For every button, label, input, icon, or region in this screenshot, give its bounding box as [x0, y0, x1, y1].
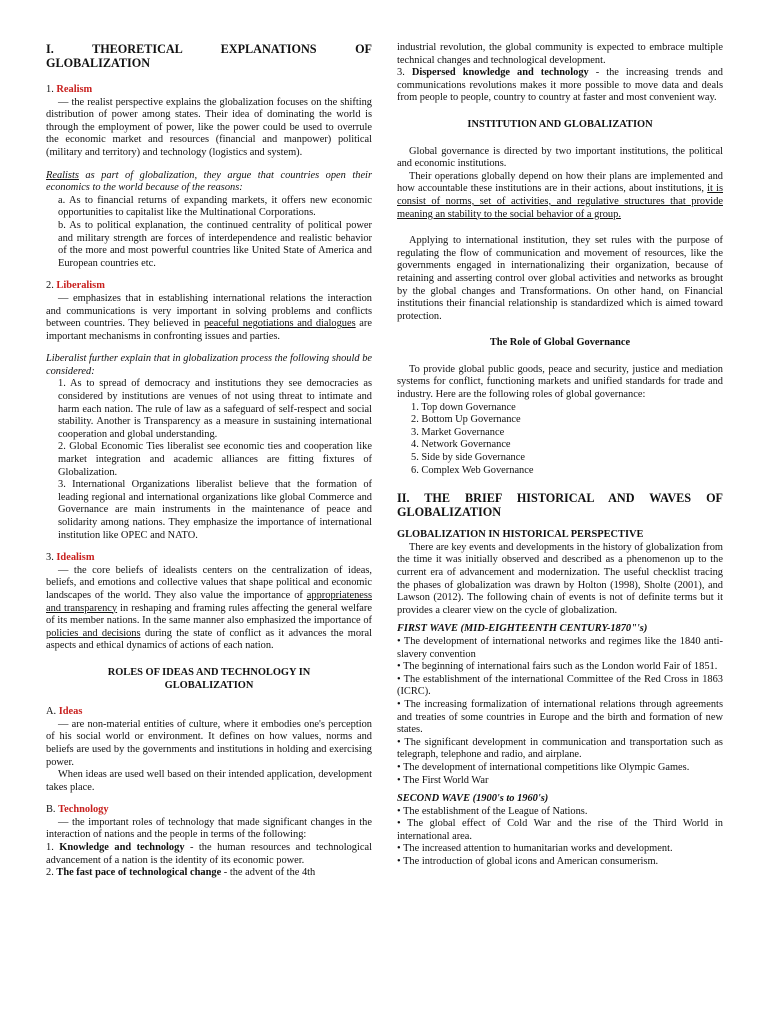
- liberalism-further: Liberalist further explain that in globalization process the following should be considered:: [46, 353, 372, 377]
- historical-perspective-heading: GLOBALIZATION IN HISTORICAL PERSPECTIVE: [397, 529, 644, 541]
- idealism-underlined-2: policies and decisions: [46, 627, 141, 639]
- technology-point-1-number: 1.: [46, 842, 60, 854]
- technology-point-2-number: 2.: [46, 867, 57, 879]
- right-column: [397, 42, 723, 869]
- role-of-governance-heading: The Role of Global Governance: [489, 337, 631, 349]
- idealism-title: [46, 552, 372, 565]
- left-column: [46, 42, 372, 880]
- liberalism-text-a: — emphasizes that in establishing international relations the interaction and communications is very important in solving problems and conflicts between countries. They believed in: [46, 292, 372, 330]
- idealism-number: 3.: [46, 552, 57, 564]
- roles-heading: [46, 667, 372, 692]
- list-item: 6. Complex Web Governance: [411, 464, 534, 476]
- list-item: • The beginning of international fairs such as the London world Fair of 1851.: [397, 661, 723, 674]
- ideas-letter: A.: [46, 706, 59, 718]
- ideas-text-2: When ideas are used well based on their intended application, development takes place.: [46, 769, 372, 793]
- idealism-text-1: — the core beliefs of idealists centers on the centralization of ideas, beliefs, and emotions and collective values that shape political and economic landscapes of the world. They also value the importance of: [46, 564, 372, 601]
- technology-point-2: [46, 867, 372, 880]
- realism-intro-underlined: Realists: [46, 169, 79, 181]
- list-item: • The development of international networks and regimes like the 1840 anti-slavery convention: [397, 636, 723, 661]
- technology-point-1: [46, 842, 372, 867]
- list-item: 4. Network Governance: [411, 439, 511, 451]
- section-2-heading-line2: GLOBALIZATION: [397, 505, 502, 520]
- liberalism-point-2: 2. Global Economic Ties liberalist see economic ties and cooperation like market integration and academic alliances are fitting fixtures of Globalization.: [58, 441, 372, 478]
- idealism-text-2: in reshaping and framing rules affecting the general welfare of its member nations. In the same manner also emphasized the importance of: [46, 602, 372, 627]
- list-item: 2. Bottom Up Governance: [411, 414, 521, 426]
- liberalism-title: [46, 280, 372, 293]
- idealism-underlined-1: appropriateness and transparency: [46, 589, 372, 614]
- ideas-title: [46, 706, 372, 719]
- ideas-label: Ideas: [58, 706, 83, 718]
- role-of-governance-text: To provide global public goods, peace and security, justice and mediation systems for conflict, functioning markets and unified standards for trade and industry. Here are the following roles of global governance:: [397, 363, 723, 401]
- technology-point-1-text: - the human resources and technological advancement of a nation is the identity of its economic power.: [46, 842, 372, 866]
- realism-intro: [46, 170, 372, 195]
- liberalism-number: 2.: [46, 280, 57, 292]
- realism-point-b: b. As to political explanation, the continued centrality of political power and military strength are forces of interdependence and realistic behavior of the more and most powerful countries like United State of America and European countries etc.: [58, 219, 372, 269]
- technology-title: [46, 804, 372, 817]
- list-item: • The development of international competitions like Olympic Games.: [397, 762, 723, 775]
- liberalism-label: Liberalism: [56, 280, 105, 292]
- idealism-text: [46, 565, 372, 653]
- liberalism-text-b: are important mechanisms in confronting issues and parties.: [46, 318, 372, 342]
- technology-point-3: [397, 67, 723, 105]
- list-item: • The significant development in communication and transportation such as telegraph, telephone and radio, and airplane.: [397, 737, 723, 762]
- list-item: • The First World War: [397, 775, 723, 788]
- realism-point-a: a. As to financial returns of expanding markets, it offers new economic opportunities to capitalist like the Multinational Corporations.: [58, 194, 372, 219]
- institution-paragraph-2-text: Their operations globally depend on how their plans are implemented and how accountable these institutions are in their actions, about institutions,: [397, 170, 723, 195]
- list-item: 3. Market Governance: [411, 426, 505, 438]
- list-item: • The global effect of Cold War and the rise of the Third World in international area.: [397, 818, 723, 843]
- liberalism-point-1: 1. As to spread of democracy and institutions they see democracies as considered by institutions are venues of not using threat to intimate and harm each nation. The rule of law as a safeguard of self-respect and social stability. Another is Transparency as a measure in sustaining international cooperation and global understanding.: [58, 378, 372, 440]
- list-item: • The establishment of the League of Nations.: [397, 806, 723, 819]
- realism-number: 1.: [46, 84, 57, 95]
- ideas-text: — are non-material entities of culture, where it embodies one's perception of his social world or environment. It defines on how values, norms and beliefs are used by the governments and institutions in holding and exercising power.: [46, 718, 372, 768]
- technology-continued: industrial revolution, the global community is expected to embrace multiple technical changes and technological development.: [397, 42, 723, 66]
- liberalism-text-underlined: peaceful negotiations and dialogues: [203, 318, 356, 330]
- first-wave-heading: FIRST WAVE (MID-EIGHTEENTH CENTURY-1870"'s): [397, 623, 648, 635]
- section-2-heading-line1: II. THE BRIEF HISTORICAL AND WAVES OF: [397, 491, 723, 506]
- technology-point-1-bold: Knowledge and technology: [59, 842, 185, 854]
- historical-perspective-text: There are key events and developments in the history of globalization from the time it was initially observed and described as a phenomenon up to the current era of advancement and modernization. The useful checklist tracing the phases of globalization was drawn by Holton (1998), Sholte (2001), and Lawson (2012). The following chain of events is not of definite terms but it provides a clearer view on the cycle of globalization.: [397, 541, 723, 616]
- list-item: • The increased attention to humanitarian works and development.: [397, 843, 723, 856]
- idealism-text-3: during the state of conflict as it advances the moral aspects and ethical dynamics of actions of each nation.: [46, 627, 372, 652]
- institution-paragraph-3: Applying to international institution, they set rules with the purpose of regulating the flow of communication and movement of resources, like the governments engaged in internationalizing their organization, because of retaining and asserting control over global activities and networks as brought by the global changes and Transformations. On other hand, on Financial institutions their financial relationship is standardized which is aimed toward protection.: [397, 235, 723, 322]
- idealism-label: Idealism: [56, 552, 95, 564]
- list-item: • The establishment of the international Committee of the Red Cross in 1863 (ICRC).: [397, 674, 723, 699]
- section-1-heading-line1: I. THEORETICAL EXPLANATIONS OF: [46, 42, 372, 56]
- technology-letter: B.: [46, 804, 59, 816]
- governance-roles-list: [411, 402, 723, 478]
- technology-point-2-bold: The fast pace of technological change: [56, 867, 222, 879]
- list-item: • The introduction of global icons and American consumerism.: [397, 856, 723, 869]
- institution-paragraph-1: Global governance is directed by two important institutions, the political and economic institutions.: [397, 145, 723, 170]
- technology-point-3-text: - the increasing trends and communications revolutions makes it more possible to move data and deals from people to people, country to country at faster and most convenient way.: [397, 67, 724, 104]
- technology-point-2-text: - the advent of the 4th: [221, 867, 316, 879]
- realism-title: [46, 84, 372, 97]
- section-1-heading: [46, 42, 372, 70]
- institution-heading: INSTITUTION AND GLOBALIZATION: [467, 118, 653, 130]
- technology-point-3-number: 3.: [397, 67, 412, 79]
- second-wave-heading: SECOND WAVE (1900's to 1960's): [397, 793, 549, 805]
- institution-paragraph-2: [397, 171, 723, 221]
- section-1-heading-line2: GLOBALIZATION: [46, 56, 151, 70]
- roles-heading-line2: GLOBALIZATION: [164, 679, 254, 691]
- liberalism-text: [46, 293, 372, 343]
- list-item: • The increasing formalization of international relations through agreements and treaties of some countries in Europe and the birth and formation of new states.: [397, 699, 723, 737]
- technology-text: — the important roles of technology that made significant changes in the interaction of nations and the people in terms of the following:: [46, 816, 372, 841]
- list-item: 1. Top down Governance: [411, 401, 516, 413]
- realism-text: — the realist perspective explains the globalization focuses on the shifting distribution of power among states. Their idea of dominating the world is through the employment of power, like the power could be used to overrule the economic market and resources (financial and manpower) political (military and territory) and technology (logistics and system).: [46, 96, 372, 158]
- institution-paragraph-2-underlined: it is consist of norms, set of activities, and regulative structures that provide meaning an stability to the social behavior of a group.: [397, 183, 723, 220]
- realism-label: Realism: [56, 84, 93, 95]
- realism-intro-rest: as part of globalization, they argue that countries open their economics to the world because of the reasons:: [46, 169, 372, 194]
- technology-label: Technology: [58, 804, 109, 816]
- list-item: 5. Side by side Governance: [411, 452, 525, 464]
- roles-heading-line1: ROLES OF IDEAS AND TECHNOLOGY IN: [107, 666, 311, 678]
- liberalism-point-3: 3. International Organizations liberalist believe that the formation of leading regional and international organizations like global Commerce and Governance are main instruments in the maintenance of peace and solidarity among nations. They emphasize the importance of international institution like OPEC and NATO.: [58, 479, 372, 541]
- technology-point-3-bold: Dispersed knowledge and technology: [411, 67, 589, 79]
- section-2-heading: [397, 491, 723, 519]
